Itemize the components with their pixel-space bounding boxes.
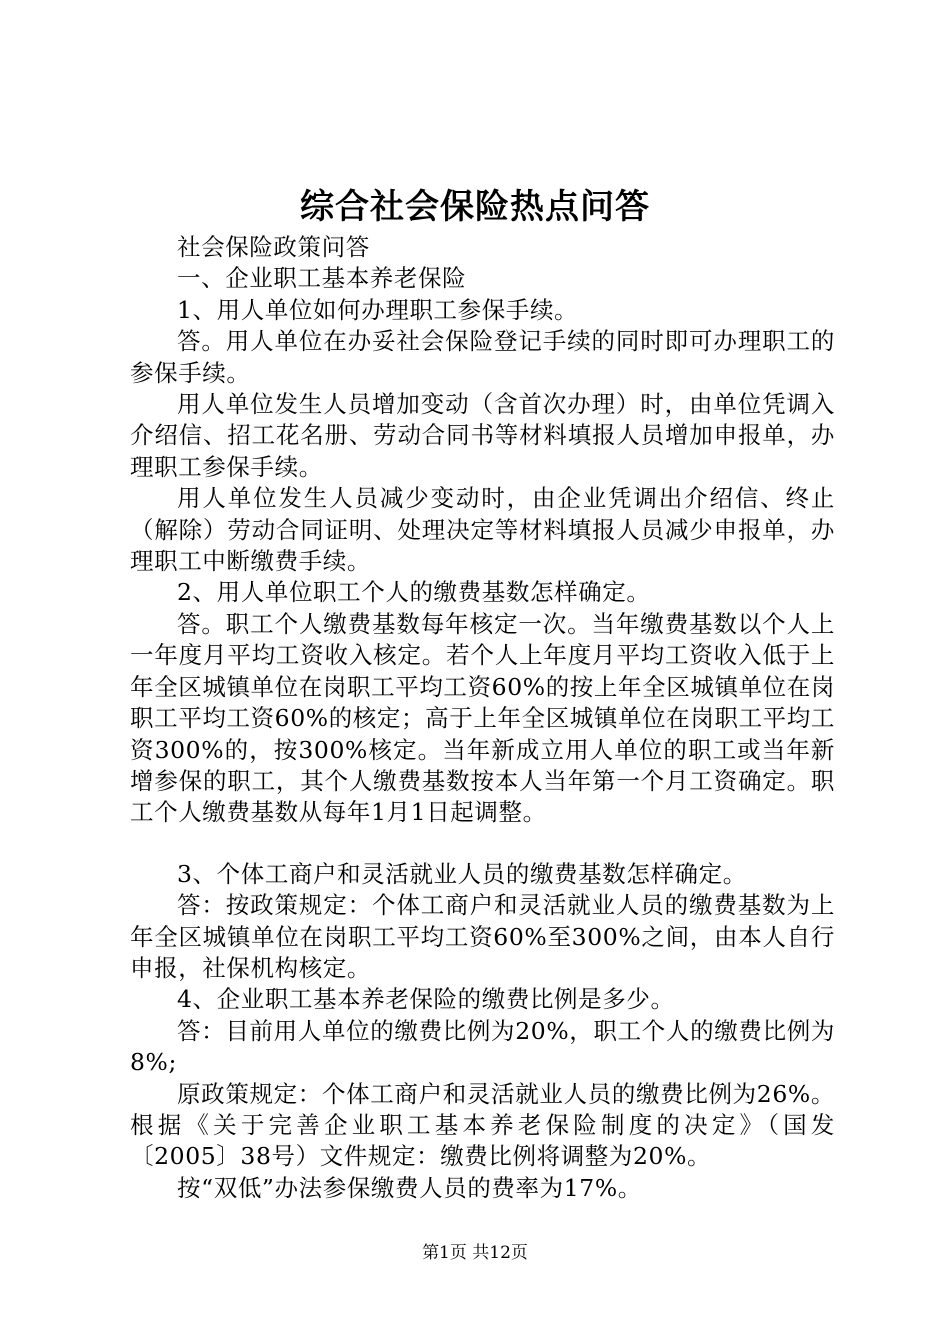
question: 3、个体工商户和灵活就业人员的缴费基数怎样确定。 (177, 859, 747, 888)
section-heading: 一、企业职工基本养老保险 (177, 264, 467, 293)
answer: 答。用人单位在办妥社会保险登记手续的同时即可办理职工的参保手续。 (130, 327, 835, 387)
paragraph: 原政策规定：个体工商户和灵活就业人员的缴费比例为26%。根据《关于完善企业职工基本养老保险制度的决定》（国发〔2005〕38号）文件规定：缴费比例将调整为20%。 (130, 1079, 835, 1171)
paragraph: 按“双低”办法参保缴费人员的费率为17%。 (177, 1173, 642, 1202)
answer: 答。职工个人缴费基数每年核定一次。当年缴费基数以个人上一年度月平均工资收入核定。若个人上年度月平均工资收入低于上年全区城镇单位在岗职工平均工资60%的按上年全区城镇单位在岗职工平均工资60%的核定；高于上年全区城镇单位在岗职工平均工资300%的，按300%核定。当年新成立用人单位的职工或当年新增参保的职工，其个人缴费基数按本人当年第一个月工资确定。职工个人缴费基数从每年1月1日起调整。 (130, 609, 835, 827)
answer: 答：按政策规定：个体工商户和灵活就业人员的缴费基数为上年全区城镇单位在岗职工平均工资60%至300%之间，由本人自行申报，社保机构核定。 (130, 891, 835, 982)
paragraph: 用人单位发生人员减少变动时，由企业凭调出介绍信、终止（解除）劳动合同证明、处理决定等材料填报人员减少申报单，办理职工中断缴费手续。 (130, 484, 835, 576)
document-body (130, 232, 835, 1204)
page-footer: 第1页 共12页 (422, 1243, 528, 1263)
paragraph: 用人单位发生人员增加变动（含首次办理）时，由单位凭调入介绍信、招工花名册、劳动合同书等材料填报人员增加申报单，办理职工参保手续。 (130, 390, 835, 481)
paragraph: 社会保险政策问答 (177, 233, 370, 261)
question: 4、企业职工基本养老保险的缴费比例是多少。 (177, 985, 675, 1014)
answer: 答：目前用人单位的缴费比例为20%，职工个人的缴费比例为8%; (130, 1016, 835, 1077)
question: 1、用人单位如何办理职工参保手续。 (177, 295, 579, 324)
document-title: 综合社会保险热点问答 (300, 187, 650, 227)
question: 2、用人单位职工个人的缴费基数怎样确定。 (177, 578, 651, 607)
